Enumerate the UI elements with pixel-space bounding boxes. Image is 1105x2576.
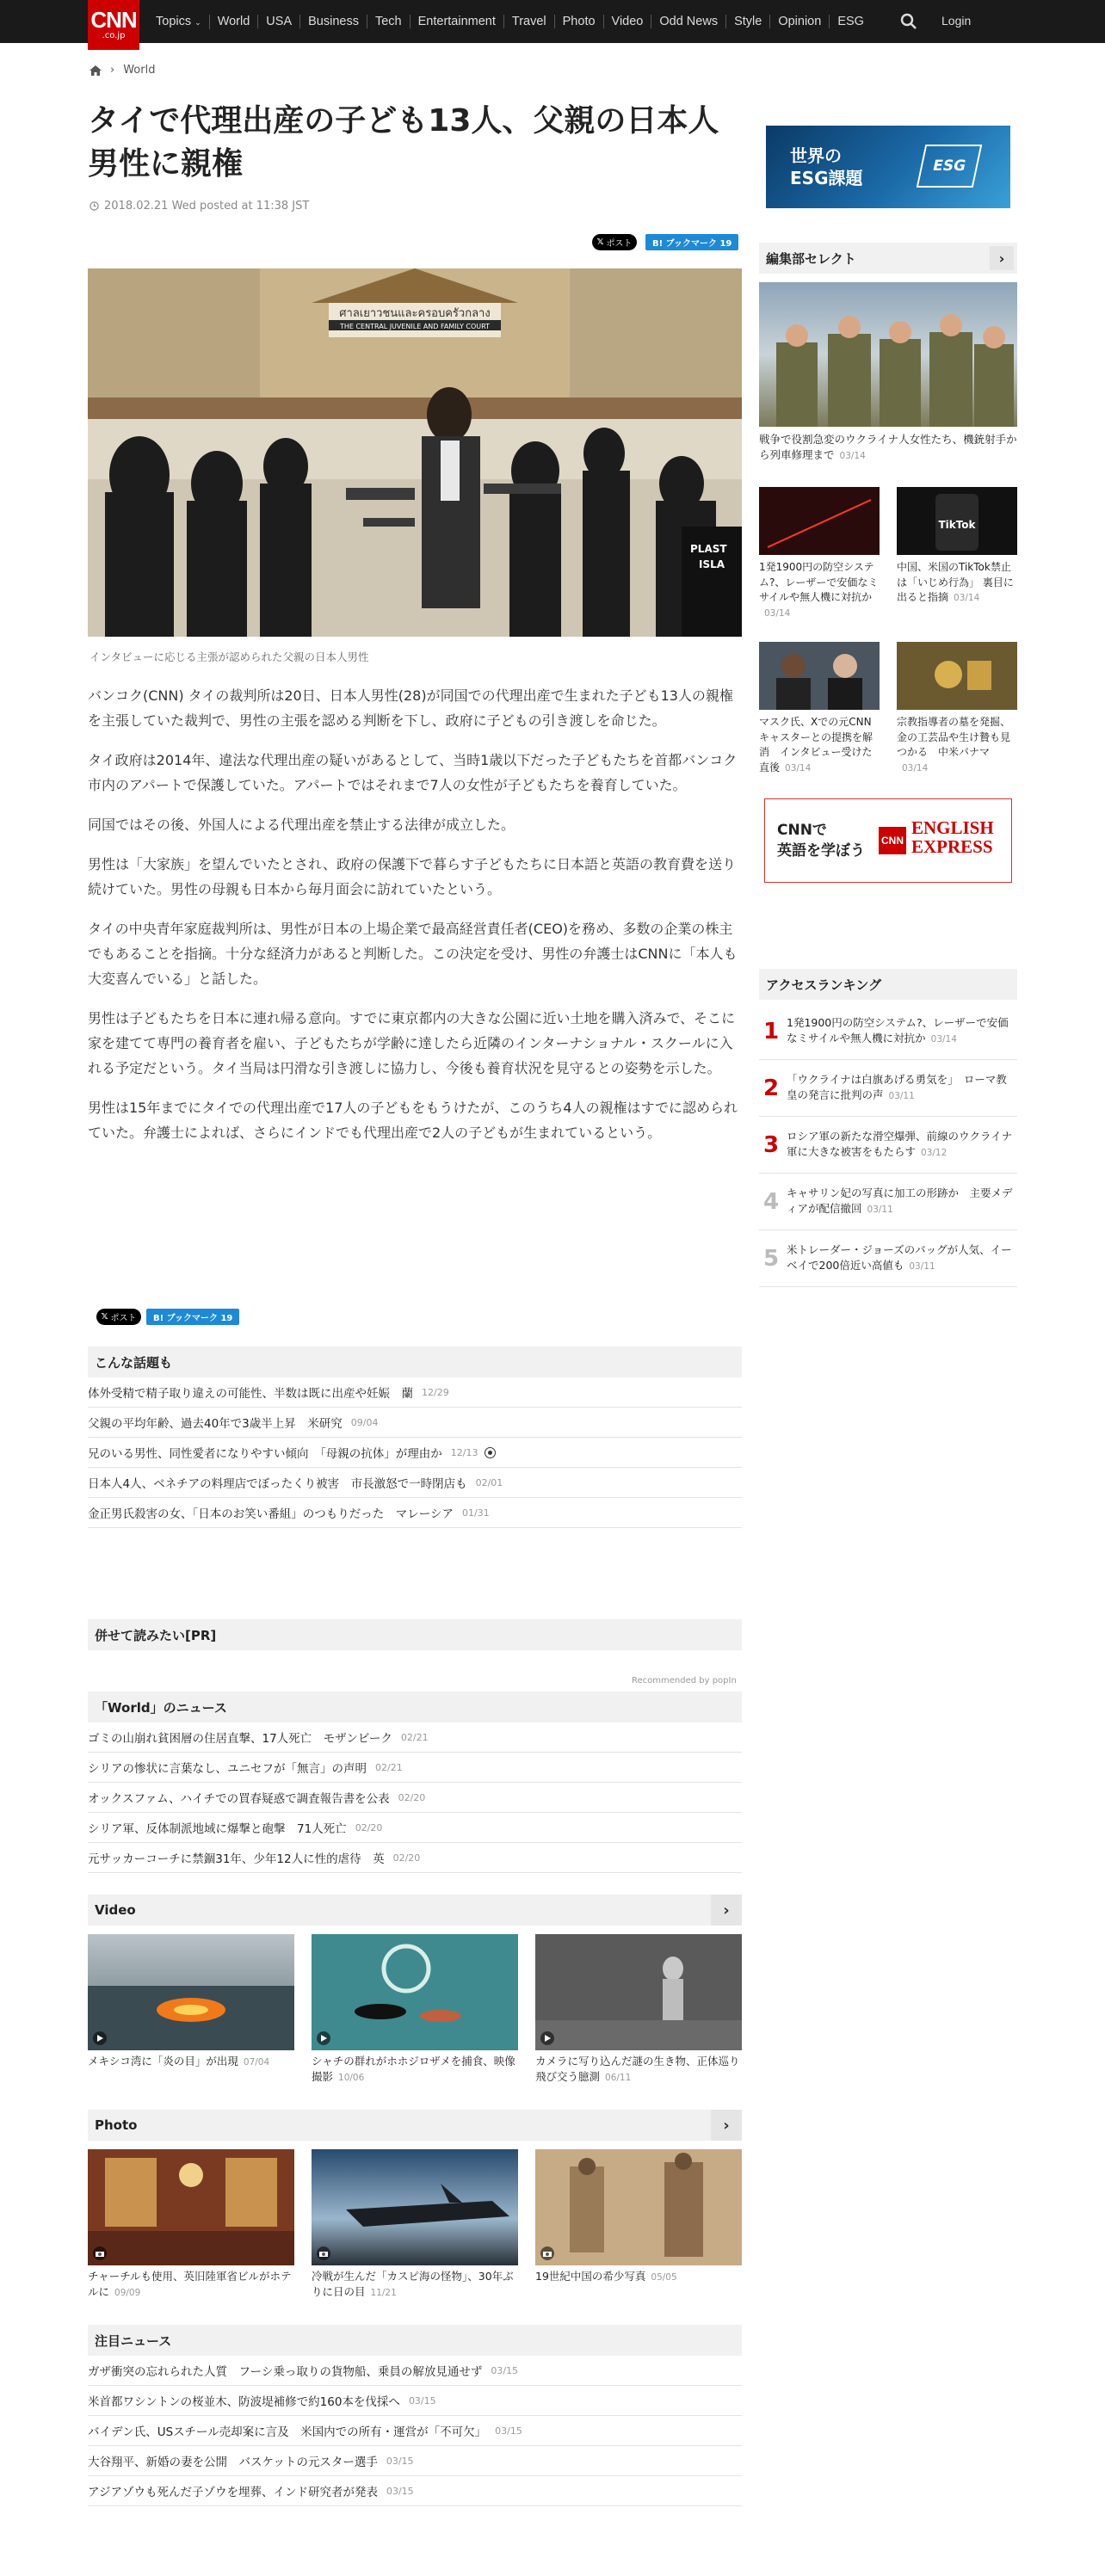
ranking-item[interactable]: 1 1発1900円の防空システム?、レーザーで安価なミサイルや無人機に対抗か 03/14	[759, 1003, 1017, 1060]
share-buttons-bottom	[96, 1309, 239, 1325]
list-item[interactable]: 大谷翔平、新婚の妻を公開 バスケットの元スター選手 03/15	[88, 2446, 742, 2476]
english-express-logo: ENGLISH EXPRESS	[911, 817, 994, 857]
ranking-item[interactable]: 4 キャサリン妃の写真に加工の形跡か 主要メディアが配信撤回 03/11	[759, 1174, 1017, 1230]
play-icon	[317, 2031, 330, 2045]
list-item[interactable]: ガザ衝突の忘れられた人質 フーシ乗っ取りの貨物船、乗員の解放見通せず 03/15	[88, 2356, 742, 2386]
paragraph: 同国ではその後、外国人による代理出産を禁止する法律が成立した。	[88, 817, 515, 833]
nav-item-business[interactable]: Business	[300, 15, 367, 28]
editors-small-image	[897, 642, 1017, 710]
photo-caption: インタビューに応じる主張が認められた父親の日本人男性	[90, 650, 369, 663]
list-item[interactable]: シリア軍、反体制派地域に爆撃と砲撃 71人死亡 02/20	[88, 1813, 742, 1843]
list-item[interactable]: アジアゾウも死んだ子ゾウを埋葬、インド研究者が発表 03/15	[88, 2476, 742, 2506]
ranking-heading: アクセスランキング	[759, 969, 1017, 1000]
chevron-down-icon: ⌄	[194, 17, 201, 27]
esg-banner[interactable]: 世界の ESG課題 ESG	[766, 126, 1010, 208]
court-sign-thai: ศาลเยาวชนและครอบครัวกลาง	[339, 307, 491, 320]
cnn-logo[interactable]	[88, 0, 139, 50]
list-item[interactable]: ゴミの山崩れ貧困層の住居直撃、17人死亡 モザンビーク 02/21	[88, 1722, 742, 1753]
esg-logo: ESG	[917, 145, 983, 188]
paragraph: 男性は15年までにタイでの代理出産で17人の子どもをもうけたが、このうち4人の親権はすでに認められていた。弁護士によれば、さらにインドでも代理出産で2人の子どもが生まれているという。	[88, 1100, 738, 1141]
editors-small-card[interactable]: 宗教指導者の墓を発掘、金の工芸品や生け贄も見つかる 中米パナマ03/14	[897, 642, 1017, 776]
ranking-item[interactable]: 3 ロシア軍の新たな滑空爆弾、前線のウクライナ軍に大きな被害をもたらす 03/12	[759, 1117, 1017, 1174]
ranking-item[interactable]: 2 「ウクライナは白旗あげる勇気を」 ローマ教皇の発言に批判の声 03/11	[759, 1060, 1017, 1117]
search-icon[interactable]	[900, 13, 917, 30]
breadcrumb	[90, 64, 155, 77]
share-buttons-top	[592, 234, 738, 250]
clock-icon	[90, 201, 99, 211]
list-item[interactable]: シリアの惨状に言葉なし、ユニセフが「無言」の声明 02/21	[88, 1753, 742, 1783]
nav-item-world[interactable]: World	[210, 15, 259, 28]
article-date	[90, 200, 309, 213]
list-item[interactable]: 米首都ワシントンの桜並木、防波堤補修で約160本を伐採へ 03/15	[88, 2386, 742, 2416]
editors-small-card[interactable]: 1発1900円の防空システム?、レーザーで安価なミサイルや無人機に対抗か03/14	[759, 487, 880, 621]
photo-card[interactable]: 冷戦が生んだ「カスピ海の怪物」、30年ぶりに日の目 11/21	[312, 2149, 518, 2301]
nav-item-opinion[interactable]: Opinion	[770, 15, 830, 28]
video-row	[88, 1934, 742, 2086]
video-card[interactable]: メキシコ湾に「炎の目」が出現 07/04	[88, 1934, 294, 2086]
photo-row	[88, 2149, 742, 2301]
editors-main-image	[759, 282, 1017, 427]
editors-main-card[interactable]: 戦争で役割急変のウクライナ人女性たち、機銃射手から列車修理まで 03/14	[759, 282, 1017, 464]
camera-icon	[540, 2246, 554, 2260]
paragraph: 男性は子どもたちを日本に連れ帰る意向。すでに東京都内の大きな公園に近い土地を購入済みで、そこに家を建てて専門の養育者を雇い、子どもたちが学齢に達したら近隣のインターナショナル・スクールに入れる予定だという。タイ当局は円滑な引き渡しに協力し、今後も養育状況を見守るとの姿勢を示した。	[88, 1010, 736, 1076]
featured-news-list	[88, 2356, 742, 2506]
pr-heading: 併せて読みたい[PR]	[88, 1619, 742, 1650]
x-post-button[interactable]: 𝕏 ポスト	[96, 1309, 141, 1325]
world-news-heading: 「World」のニュース	[88, 1692, 742, 1722]
login-link[interactable]: Login	[941, 14, 972, 28]
photo-more-arrow-icon[interactable]: ›	[711, 2110, 742, 2141]
x-icon: 𝕏	[596, 237, 604, 247]
editors-small-image	[759, 487, 880, 555]
nav-item-tech[interactable]: Tech	[367, 15, 411, 28]
list-item[interactable]: 兄のいる男性、同性愛者になりやすい傾向 「母親の抗体」が理由か 12/13	[88, 1438, 742, 1468]
nav-item-style[interactable]: Style	[726, 15, 770, 28]
list-item[interactable]: 父親の平均年齢、過去40年で3歳半上昇 米研究 09/04	[88, 1408, 742, 1438]
video-thumbnail	[535, 1934, 742, 2050]
nav-item-video[interactable]: Video	[604, 15, 652, 28]
x-post-button[interactable]: 𝕏 ポスト	[592, 234, 637, 250]
ranking-list	[759, 1003, 1017, 1287]
nav-item-odd-news[interactable]: Odd News	[651, 15, 726, 28]
video-thumbnail	[312, 1934, 518, 2050]
related-heading: こんな話題も	[88, 1347, 742, 1377]
paragraph: 男性は「大家族」を望んでいたとされ、政府の保護下で暮らす子どもたちに日本語と英語の教育費を送り続けていた。男性の母親も日本から毎月面会に訪れていたという。	[88, 856, 736, 897]
video-more-arrow-icon[interactable]: ›	[711, 1895, 742, 1926]
paragraph: バンコク(CNN) タイの裁判所は20日、日本人男性(28)が同国での代理出産で生まれた子ども13人の親権を主張していた裁判で、男性の主張を認める判断を下し、政府に子どもの引き渡しを命じた。	[88, 687, 733, 729]
video-card[interactable]: シャチの群れがホホジロザメを捕食、映像撮影 10/06	[312, 1934, 518, 2086]
camera-icon	[93, 2246, 107, 2260]
photo-thumbnail	[312, 2149, 518, 2265]
court-sign-en: THE CENTRAL JUVENILE AND FAMILY COURT	[339, 323, 491, 330]
editors-small-image	[759, 642, 880, 710]
top-nav	[0, 0, 1105, 43]
list-item[interactable]: 金正男氏殺害の女、「日本のお笑い番組」のつもりだった マレーシア 01/31	[88, 1498, 742, 1528]
photo-card[interactable]: チャーチルも使用、英旧陸軍省ビルがホテルに 09/09	[88, 2149, 294, 2301]
article-title: タイで代理出産の子ども13人、父親の日本人男性に親権	[88, 103, 719, 182]
nav-item-photo[interactable]: Photo	[555, 15, 604, 28]
recommended-by[interactable]: Recommended by popIn	[632, 1676, 737, 1685]
chevron-right-icon: ›	[110, 64, 115, 77]
photo-thumbnail	[88, 2149, 294, 2265]
article-body	[88, 683, 742, 1160]
nav-item-entertainment[interactable]: Entertainment	[411, 15, 504, 28]
hatena-bookmark-button[interactable]: B! ブックマーク 19	[146, 1309, 239, 1325]
play-icon	[540, 2031, 554, 2045]
nav-item-usa[interactable]: USA	[258, 15, 300, 28]
date-text: 2018.02.21 Wed posted at 11:38 JST	[104, 200, 310, 213]
english-express-banner[interactable]: CNNで 英語を学ぼう CNN ENGLISH EXPRESS	[764, 798, 1012, 883]
featured-news-heading: 注目ニュース	[88, 2325, 742, 2356]
ranking-item[interactable]: 5 米トレーダー・ジョーズのバッグが人気、イーベイで200倍近い高値も 03/11	[759, 1230, 1017, 1287]
logo-text: CNN	[90, 7, 137, 33]
list-item[interactable]: 体外受精で精子取り違えの可能性、半数は既に出産や妊娠 蘭 12/29	[88, 1377, 742, 1408]
paragraph: タイ政府は2014年、違法な代理出産の疑いがあるとして、当時1歳以下だった子どもたちを首都バンコク市内のアパートで保護していた。アパートではそれまで7人の女性が子どもたちを養育していた。	[88, 752, 738, 793]
photo-card[interactable]: 19世紀中国の希少写真 05/05	[535, 2149, 742, 2301]
tiktok-logo: TikTok	[938, 519, 976, 531]
photo-heading: Photo ›	[88, 2110, 742, 2141]
video-heading: Video ›	[88, 1895, 742, 1926]
editors-grid-row-2	[759, 642, 1017, 776]
video-card[interactable]: カメラに写り込んだ謎の生き物、正体巡り飛び交う臆測 06/11	[535, 1934, 742, 2086]
list-item[interactable]: オックスファム、ハイチでの買春疑惑で調査報告書を公表 02/20	[88, 1783, 742, 1813]
world-news-list	[88, 1722, 742, 1873]
nav-menu	[148, 0, 872, 43]
photo-thumbnail	[535, 2149, 742, 2265]
home-icon[interactable]	[90, 65, 102, 76]
list-item[interactable]: 元サッカーコーチに禁錮31年、少年12人に性的虐待 英 02/20	[88, 1843, 742, 1873]
x-icon: 𝕏	[101, 1312, 108, 1322]
video-thumbnail	[88, 1934, 294, 2050]
nav-item-esg[interactable]: ESG	[837, 15, 864, 28]
editors-select-heading: 編集部セレクト ›	[759, 243, 1017, 274]
editors-grid-row-1	[759, 487, 1017, 621]
main-photo	[88, 268, 742, 637]
editors-small-card[interactable]: TikTok 中国、米国のTikTok禁止は「いじめ行為」 裏目に出ると指摘 03/14	[897, 487, 1017, 621]
nav-item-travel[interactable]: Travel	[504, 15, 555, 28]
svg-text:PLAST: PLAST	[690, 543, 727, 555]
svg-text:ISLA: ISLA	[699, 558, 725, 570]
paragraph: タイの中央青年家庭裁判所は、男性が日本の上場企業で最高経営責任者(CEO)を務め、多数の企業の株主でもあることを指摘。十分な経済力があると判断した。この決定を受け、男性の弁護士はCNNに「本人も大変喜んでいる」と話した。	[88, 921, 738, 987]
list-item[interactable]: 日本人4人、ベネチアの料理店でぼったくり被害 市長激怒で一時閉店も 02/01	[88, 1468, 742, 1498]
play-icon	[93, 2031, 107, 2045]
editors-more-arrow-icon[interactable]: ›	[990, 246, 1014, 270]
cnn-small-logo: CNN	[879, 827, 906, 854]
list-item[interactable]: バイデン氏、USスチール売却案に言及 米国内での所有・運営が「不可欠」 03/15	[88, 2416, 742, 2446]
video-icon	[485, 1447, 496, 1458]
breadcrumb-world[interactable]: World	[123, 64, 156, 77]
logo-sub: .co.jp	[102, 31, 126, 40]
related-list	[88, 1377, 742, 1528]
nav-item-topics[interactable]: Topics ⌄	[148, 15, 210, 29]
hatena-bookmark-button[interactable]: B! ブックマーク 19	[645, 234, 738, 250]
camera-icon	[317, 2246, 330, 2260]
editors-small-image	[897, 487, 1017, 555]
editors-small-card[interactable]: マスク氏、Xでの元CNNキャスターとの提携を解消 インタビュー受けた直後 03/14	[759, 642, 880, 776]
